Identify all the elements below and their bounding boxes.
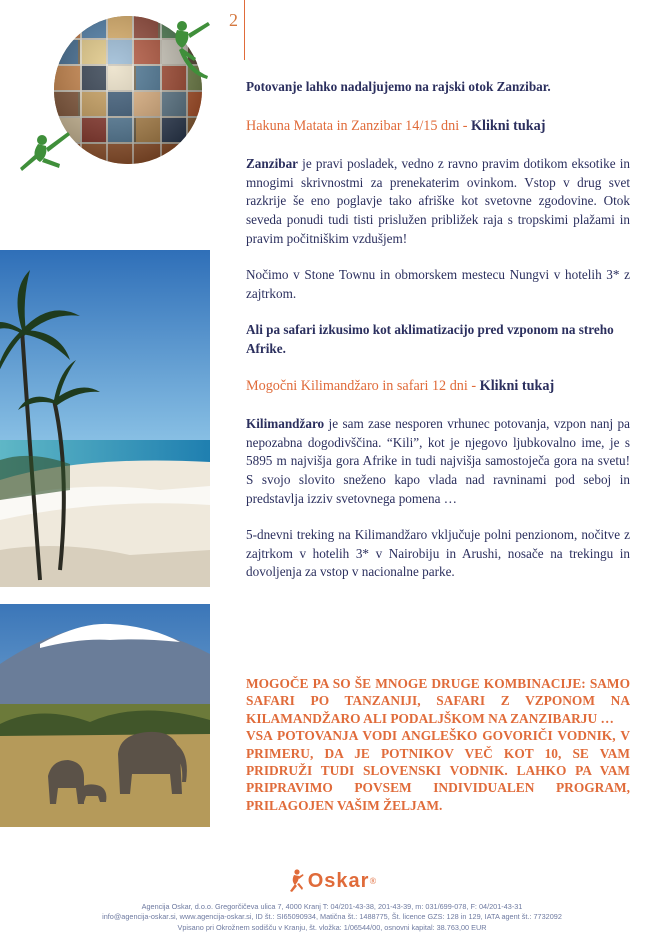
footer-brand	[0, 866, 664, 896]
trip-zanzibar-separator: -	[459, 117, 471, 134]
trip-zanzibar-title: Hakuna Matata in Zanzibar 14/15 dni	[246, 117, 460, 134]
trip-zanzibar-link[interactable]: Klikni tukaj	[470, 117, 546, 134]
zanzibar-text: je pravi posladek, vedno z ravno pravim dotikom eksotike in mnogimi skrivnostmi za prenekaterim ovinkom. Vstop v drug svet razkrije še eno poglavje tako afriške kot svetovne zgodovine. Otok seveda ponudi tudi tisti prislužen približek raja s tropskimi plažami in pravim počitniškim vzdušjem!	[246, 156, 630, 246]
company-details	[0, 902, 664, 933]
combinations-notice	[246, 675, 630, 814]
kilimanjaro-elephants-photo	[0, 604, 210, 827]
notice-guides: VSA POTOVANJA VODI ANGLEŠKO GOVORIČI VODNIK, V PRIMERU, DA JE POTNIKOV VEČ KOT 10, SE VAM PRIDRUŽI TUDI SLOVENSKI VODNIK. LAHKO PA VAM PRIPRAVIMO POVSEM INDIVIDUALEN PROGRAM, PRILAGOJEN VAŠIM ŽELJAM.	[246, 728, 630, 813]
footer-address: Agencija Oskar, d.o.o. Gregorčičeva ulica 7, 4000 Kranj T: 04/201-43-38, 201-43-39, m: 031/699-078, F: 04/201-43-31	[141, 902, 523, 911]
page-number: 2	[229, 10, 238, 30]
trek-paragraph: 5-dnevni treking na Kilimandžaro vključuje polni penzionom, nočitve z zajtrkom v hotelih 3* v Nairobiju in Arushi, nosače na trekingu in dovoljenja za vstop v nacionalne parke.	[246, 527, 630, 580]
globe-photo-collage-logo	[12, 12, 220, 182]
footer-ids: info@agencija-oskar.si, www.agencija-oskar.si, ID št.: SI65090934, Matična št.: 1488775, Št. licence GZS: 128 in 129, IATA agent št.: 7732092	[102, 912, 562, 922]
zanzibar-term: Zanzibar	[246, 156, 299, 172]
lead-sentence: Potovanje lahko nadaljujemo na rajski otok Zanzibar.	[246, 79, 551, 94]
trip-kilimanjaro-title: Mogočni Kilimandžaro in safari 12 dni	[246, 377, 468, 394]
registered-mark: ®	[369, 876, 377, 886]
trip-zanzibar	[246, 117, 630, 136]
notice-combinations: MOGOČE PA SO ŠE MNOGE DRUGE KOMBINACIJE: SAMO SAFARI PO TANZANIJI, SAFARI Z VZPONOM NA KILAMANDŽARO ALI PODALJŠKOM NA ZANZIBARJU …	[246, 676, 630, 726]
zanzibar-paragraph	[246, 155, 630, 248]
kilimanjaro-term: Kilimandžaro	[246, 416, 325, 432]
brand-name: Oskar	[307, 869, 370, 892]
stay-paragraph: Nočimo v Stone Townu in obmorskem mestecu Nungvi v hotelih 3* z zajtrkom.	[246, 267, 630, 301]
article-text	[246, 78, 630, 600]
trip-kilimanjaro-link[interactable]: Klikni tukaj	[479, 377, 555, 394]
zanzibar-palm-beach-photo	[0, 250, 210, 587]
footer-registration: Vpisano pri Okrožnem sodišču v Kranju, št. vložka: 1/06544/00, osnovni kapital: 38.763,00 EUR	[177, 922, 487, 932]
safari-question: Ali pa safari izkusimo kot aklimatizacijo pred vzponom na streho Afrike.	[246, 322, 614, 356]
kilimanjaro-text: je sam zase nesporen vrhunec potovanja, vzpon nanj pa nepozabna dogodivščina. “Kili”, kot je njegovo ljubkovalno ime, je s 5895 m najvišja gora Afrike in tudi najvišja samostoječa gora na svetu! S svojo slovito sneženo kapo vlada nad ravninami pod seboj in predstavlja izziv svetovnega pomena …	[246, 416, 630, 506]
kilimanjaro-paragraph	[246, 415, 630, 508]
trip-kilimanjaro	[246, 377, 630, 396]
monkey-logo-icon	[288, 869, 304, 893]
header-divider	[244, 0, 245, 60]
trip-kilimanjaro-separator: -	[467, 377, 480, 394]
